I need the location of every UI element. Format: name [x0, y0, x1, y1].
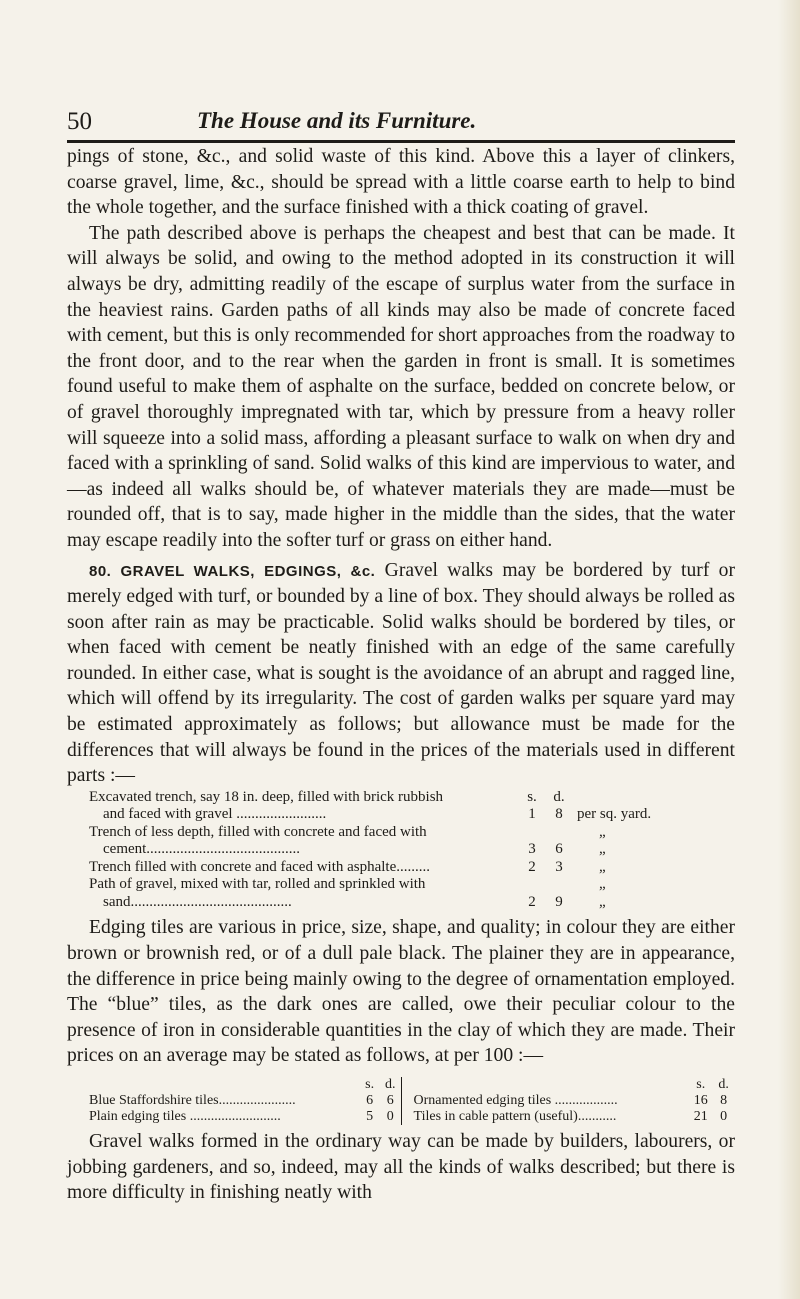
paragraph-3-text: Gravel walks may be bordered by turf or merely edged with turf, or bounded by a line of box. They should always be rolled as soon after rain as may be practicable. Solid walks should be bordered by tiles, or when faced with cement be neatly finished with an edge of the same carefully rounded. In either case, what is sought is the avoidance of an abrupt and ragged line, which will offend by its irregularity. The cost of garden walks per square yard may be estimated approximately as follows; but allowance must be made for the differences that will always be found in the prices of the materials used in different parts :— [67, 559, 735, 787]
paragraph-5: Gravel walks formed in the ordinary way can be made by builders, labourers, or jobbing gardeners, and so, indeed, may all the kinds of walks described; but there is more difficulty in finishing neatly with [67, 1130, 735, 1204]
cost-pence: 8 [555, 806, 563, 823]
col-header-d: d. [553, 788, 565, 805]
paragraph-2: The path described above is perhaps the cheapest and best that can be made. It will always be solid, and owing to the method adopted in its construction it will always be dry, admitting readily of the escape of surplus water from the surface in the heaviest rains. Garden paths of all kinds may also be made of concrete faced with cement, but this is only recommended for short approaches from the roadway to the front door, and to the rear when the garden in front is small. It is sometimes found useful to make them of asphalte on the surface, bedded on concrete below, or of gravel thoroughly impregnated with tar, which by pressure from a heavy roller will squeeze into a solid mass, affording a pleasant surface to walk on when dry and faced with a sprinkling of sand. Solid walks of this kind are impervious to water, and—as indeed all walks should be, of whatever materials they are made—must be rounded off, that is to say, made higher in the middle than the sides, that the water may escape readily into the softer turf or grass on either hand. [67, 222, 735, 551]
tile-name: Tiles in cable pattern (useful)........... [413, 1108, 617, 1124]
col-header-s: s. [527, 788, 537, 805]
tile-prices-right [401, 1077, 735, 1125]
table-row [89, 859, 735, 877]
tile-shillings: 5 [366, 1108, 374, 1124]
section-heading: 80. GRAVEL WALKS, EDGINGS, &c. [89, 562, 376, 580]
tile-pence: 0 [386, 1108, 394, 1124]
tile-name: Plain edging tiles .......................... [89, 1108, 281, 1124]
cost-pence: 3 [555, 858, 563, 875]
cost-unit: „ [599, 893, 606, 910]
page-header [67, 102, 735, 142]
paragraph-4: Edging tiles are various in price, size, shape, and quality; in colour they are either brown or brownish red, or of a dull pale black. The plainer they are in appearance, the difference in price being mainly owing to the degree of ornamentation employed. The “blue” tiles, as the dark ones are called, owe their peculiar colour to the presence of iron in considerable quantities in the clay of which they are made. Their prices on an average may be stated as follows, at per 100 :— [67, 917, 735, 1067]
cost-desc-line: Trench of less depth, filled with concrete and faced with [89, 823, 427, 840]
cost-shillings: 2 [528, 858, 536, 875]
tile-prices-left [67, 1077, 401, 1125]
page-body [67, 144, 735, 1206]
table-row [402, 1109, 735, 1125]
table-row [89, 824, 735, 842]
cost-desc-line: Excavated trench, say 18 in. deep, filled with brick rubbish [89, 788, 444, 805]
table-row [402, 1077, 735, 1093]
col-header-d: d. [384, 1076, 396, 1092]
col-header-s: s. [365, 1076, 375, 1092]
table-row [402, 1093, 735, 1109]
running-title: The House and its Furniture. [197, 108, 477, 133]
table-row [89, 841, 735, 859]
tile-shillings: 16 [693, 1092, 708, 1108]
cost-unit: „ [599, 823, 606, 840]
cost-unit: „ [599, 858, 606, 875]
table-row [67, 1109, 401, 1125]
paragraph-1: pings of stone, &c., and solid waste of this kind. Above this a layer of clinkers, coarse gravel, lime, &c., should be spread with a little coarse earth to help to bind the whole together, and the surface finished with a thick coating of gravel. [67, 146, 735, 219]
cost-unit: „ [599, 876, 606, 893]
table-row [89, 876, 735, 894]
tile-price-table [67, 1077, 735, 1125]
tile-pence: 8 [720, 1092, 728, 1108]
col-header-d: d. [718, 1076, 729, 1092]
tile-pence: 6 [386, 1092, 394, 1108]
paragraph-3 [67, 558, 735, 789]
cost-pence: 6 [555, 841, 563, 858]
table-row [89, 806, 735, 824]
cost-desc-line: sand........................................... [103, 893, 292, 910]
tile-name: Blue Staffordshire tiles...................... [89, 1092, 296, 1108]
tile-shillings: 6 [366, 1092, 374, 1108]
table-row [89, 894, 735, 912]
cost-shillings: 3 [528, 841, 536, 858]
table-row [89, 789, 735, 807]
tile-name: Ornamented edging tiles .................. [413, 1092, 618, 1108]
tile-shillings: 21 [693, 1108, 708, 1124]
col-header-s: s. [696, 1076, 706, 1092]
cost-unit: „ [599, 841, 606, 858]
tile-pence: 0 [720, 1108, 728, 1124]
cost-shillings: 1 [528, 806, 536, 823]
page-edge-shadow [778, 0, 800, 1299]
table-row [67, 1093, 401, 1109]
cost-desc-line: and faced with gravel ........................ [103, 806, 327, 823]
cost-pence: 9 [555, 893, 563, 910]
table-row [67, 1077, 401, 1093]
cost-unit: per sq. yard. [577, 806, 652, 823]
cost-shillings: 2 [528, 893, 536, 910]
cost-desc-line: Trench filled with concrete and faced with asphalte......... [89, 858, 431, 875]
cost-desc-line: Path of gravel, mixed with tar, rolled and sprinkled with [89, 876, 426, 893]
cost-desc-line: cement......................................... [103, 841, 301, 858]
page-number: 50 [67, 108, 92, 135]
walk-cost-table [89, 789, 735, 912]
header-rule [67, 140, 735, 143]
